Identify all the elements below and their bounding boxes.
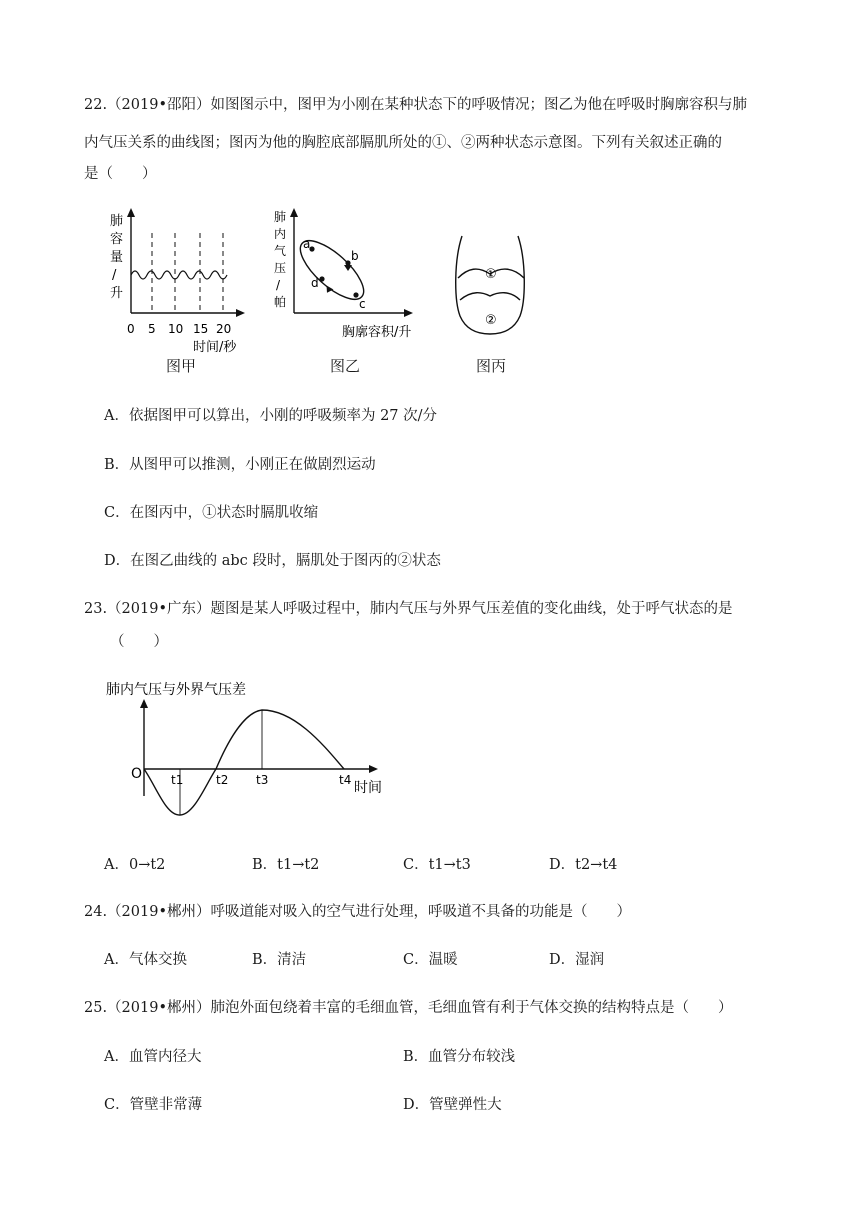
yi-ylabel-5: 帕 <box>274 295 287 309</box>
jia-ylabel-0: 肺 <box>110 214 124 229</box>
q24-option-d[interactable]: D．湿润 <box>549 952 605 968</box>
q25-option-b[interactable]: B．血管分布较浅 <box>403 1049 516 1065</box>
q23-tick-t3: t3 <box>256 773 269 787</box>
q22-stem-line3: 是（ ） <box>84 166 157 182</box>
q24-option-b[interactable]: B．清洁 <box>252 952 307 968</box>
q25-stem: 25.（2019•郴州）肺泡外面包绕着丰富的毛细血管，毛细血管有利于气体交换的结构特点是（ ） <box>84 1000 733 1016</box>
yi-ylabel-4: / <box>276 278 281 292</box>
q23-option-d[interactable]: D．t2→t4 <box>549 857 618 873</box>
yi-x-arrow <box>404 309 413 317</box>
q22-option-b[interactable]: B．从图甲可以推测，小刚正在做剧烈运动 <box>104 457 376 473</box>
yi-label-c: c <box>359 297 366 311</box>
q25-option-d[interactable]: D．管壁弹性大 <box>403 1097 502 1113</box>
yi-ylabel-0: 肺 <box>274 210 287 224</box>
jia-xtick-5: 5 <box>148 322 156 336</box>
q23-chart-ylabel: 肺内气压与外界气压差 <box>106 682 246 698</box>
jia-x-arrow <box>236 309 245 317</box>
q23-y-arrow <box>140 699 148 708</box>
q22-stem-line2: 内气压关系的曲线图；图丙为他的胸腔底部膈肌所处的①、②两种状态示意图。下列有关叙述正确的 <box>84 135 722 151</box>
q25-option-a[interactable]: A．血管内径大 <box>104 1049 202 1065</box>
jia-xlabel: 时间/秒 <box>193 340 237 355</box>
q23-tick-t2: t2 <box>216 773 229 787</box>
caption-yi: 图乙 <box>330 357 361 375</box>
figure-yi <box>268 205 428 355</box>
jia-ylabel-1: 容 <box>110 232 124 247</box>
q23-x-arrow <box>369 765 378 773</box>
jia-xtick-20: 20 <box>216 322 232 336</box>
q22-stem-line1: 22.（2019•邵阳）如图图示中，图甲为小刚在某种状态下的呼吸情况；图乙为他在呼吸时胸廓容积与肺 <box>84 97 748 113</box>
q24-option-a[interactable]: A．气体交换 <box>104 952 187 968</box>
yi-xlabel: 胸廓容积/升 <box>342 325 412 340</box>
yi-point-b <box>345 260 350 265</box>
q24-stem: 24.（2019•郴州）呼吸道能对吸入的空气进行处理，呼吸道不具备的功能是（ ） <box>84 904 632 920</box>
q23-option-c[interactable]: C．t1→t3 <box>403 857 471 873</box>
yi-point-c <box>353 292 358 297</box>
q23-origin-label: O <box>131 766 143 782</box>
yi-ylabel-2: 气 <box>274 244 287 258</box>
q23-option-b[interactable]: B．t1→t2 <box>252 857 320 873</box>
yi-label-b: b <box>351 249 359 263</box>
bing-label-1: ① <box>485 267 497 282</box>
jia-ylabel-3: / <box>112 268 117 283</box>
jia-ylabel-2: 量 <box>110 250 124 265</box>
jia-y-arrow <box>127 208 135 217</box>
figure-q23-pressure-chart <box>100 676 400 816</box>
caption-bing: 图丙 <box>476 357 507 375</box>
yi-ylabel-3: 压 <box>274 261 287 275</box>
q22-option-d[interactable]: D．在图乙曲线的 abc 段时，膈肌处于图丙的②状态 <box>104 553 441 569</box>
bing-diaphragm-2 <box>460 293 520 300</box>
yi-arrow-down <box>344 265 352 271</box>
q25-option-c[interactable]: C．管壁非常薄 <box>104 1097 203 1113</box>
figure-bing <box>448 230 538 345</box>
yi-y-arrow <box>290 208 298 217</box>
q23-option-a[interactable]: A．0→t2 <box>104 857 166 873</box>
jia-ylabel-4: 升 <box>110 286 124 301</box>
jia-xtick-15: 15 <box>193 322 209 336</box>
yi-label-a: a <box>303 237 311 251</box>
jia-volume-curve <box>131 271 227 279</box>
caption-jia: 图甲 <box>166 357 197 375</box>
q23-tick-t1: t1 <box>171 773 184 787</box>
yi-label-d: d <box>311 276 319 290</box>
q23-stem-line2: （ ） <box>110 634 168 650</box>
figure-jia <box>100 205 260 380</box>
yi-point-d <box>319 276 324 281</box>
yi-arrow-up <box>324 286 334 295</box>
q23-chart-xlabel: 时间 <box>354 780 382 796</box>
q22-option-a[interactable]: A．依据图甲可以算出，小刚的呼吸频率为 27 次/分 <box>104 408 438 424</box>
q23-tick-t4: t4 <box>339 773 352 787</box>
q24-option-c[interactable]: C．温暖 <box>403 952 458 968</box>
q22-option-c[interactable]: C．在图丙中，①状态时膈肌收缩 <box>104 505 319 521</box>
q23-pressure-curve <box>144 710 344 815</box>
q23-stem-line1: 23.（2019•广东）题图是某人呼吸过程中，肺内气压与外界气压差值的变化曲线，处于呼气状态的是 <box>84 601 733 617</box>
jia-xtick-10: 10 <box>168 322 184 336</box>
jia-xtick-0: 0 <box>127 322 135 336</box>
bing-label-2: ② <box>485 313 497 328</box>
yi-ylabel-1: 内 <box>274 227 287 241</box>
